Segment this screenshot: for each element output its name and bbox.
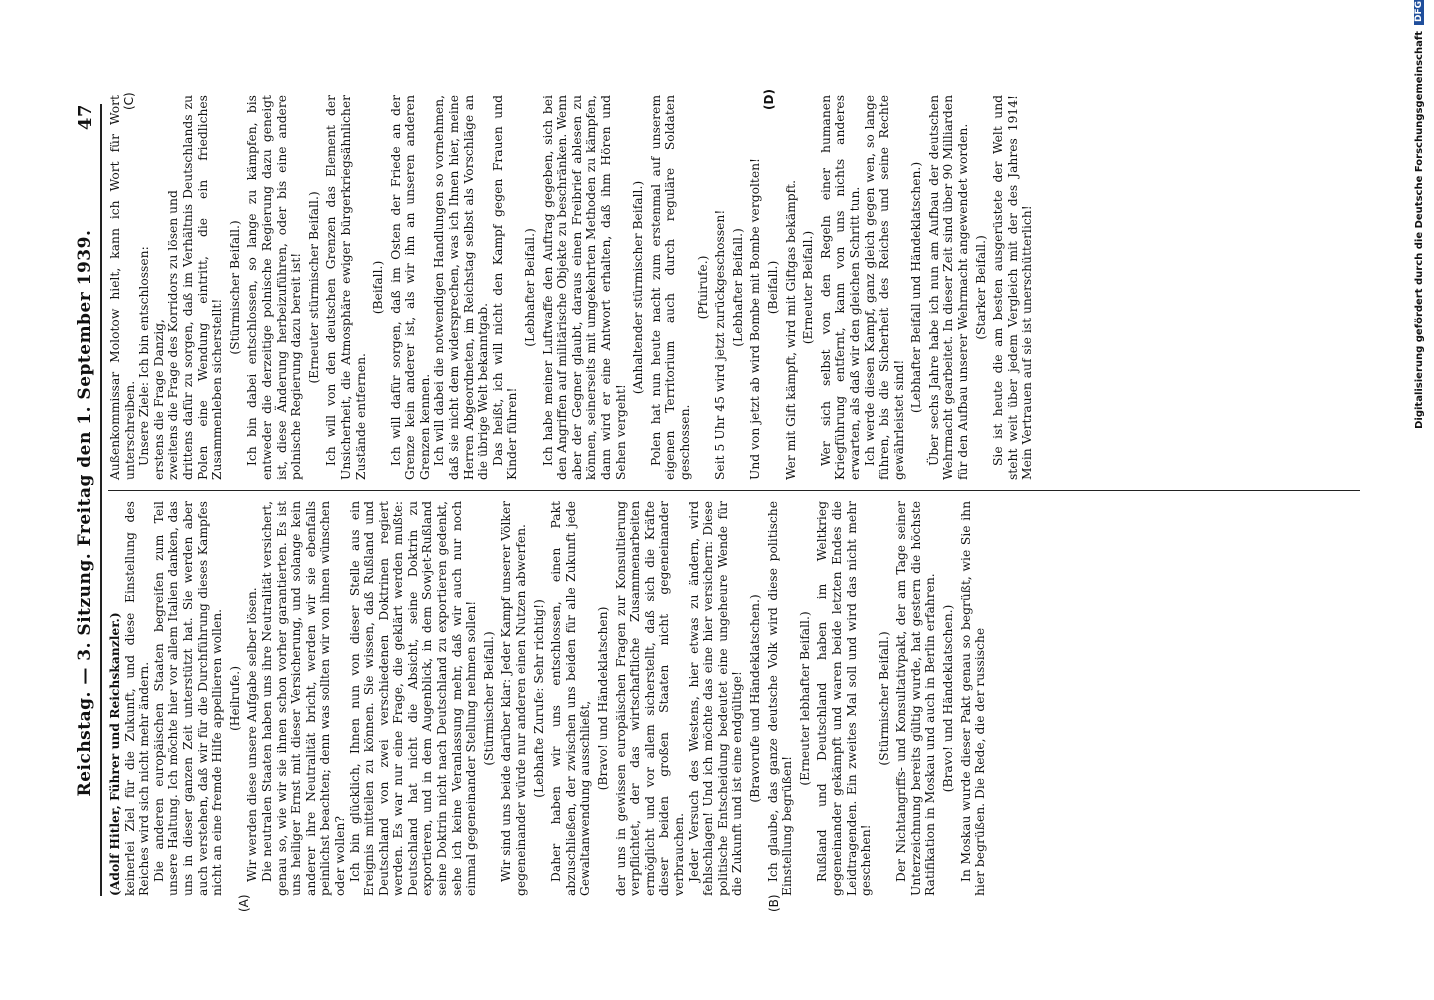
margin-mark-b: (B) [767, 894, 781, 912]
stage-direction: (Stürmischer Beifall.) [876, 631, 891, 766]
paragraph: Ich will dabei die notwendigen Handlungen so vornehmen, daß sie nicht dem widersprechen, was ich Ihnen hier, meine Herren Abgeordneten, im Reichstag selbst als Vorschläge an die übrige Welt bekanntgab. [432, 95, 491, 480]
stage-direction: (Starker Beifall.) [973, 235, 988, 340]
document-page [62, 90, 1372, 910]
stage-direction: (Erneuter lebhafter Beifall.) [797, 611, 812, 786]
page-number: 47 [74, 104, 96, 131]
margin-mark-d: (D) [762, 89, 776, 110]
paragraph: Wir sind uns beide darüber klar: Jeder Kampf unserer Völker gegeneinander würde nur anderen einen Nutzen abwerfen. [499, 501, 529, 896]
stage-direction: (Stürmischer Beifall.) [481, 631, 496, 766]
stage-direction: (Stürmischer Beifall.) [227, 220, 242, 355]
stage-direction: (Beifall.) [371, 260, 386, 315]
paragraph: Und von jetzt ab wird Bombe mit Bombe vergolten! [748, 158, 763, 480]
page-title: Reichstag. — 3. Sitzung. Freitag den 1. September 1939. [75, 229, 95, 797]
stage-direction: (Bravorufe und Händeklatschen.) [747, 594, 762, 803]
paragraph: erstens die Frage Danzig, [151, 319, 166, 480]
stage-direction: (Erneuter Beifall.) [801, 230, 816, 345]
paragraph: Die anderen europäischen Staaten begreifen zum Teil unsere Haltung. Ich möchte hier vor allem Italien danken, das uns in dieser ganzen Zeit unterstützt hat. Sie werden aber auch verstehen, daß wir für die Durchführung dieses Kampfes nicht an eine fremde Hilfe appellieren wollen. [151, 501, 225, 896]
paragraph: der uns in gewissen europäischen Fragen zur Konsultierung verpflichtet, der das wirtschaftliche Zusammenarbeiten ermöglicht und vor allem sicherstellt, daß sich die Kräfte dieser beiden großen Staaten nicht gegeneinander verbrauchen. [613, 501, 686, 896]
stage-direction: (Beifall.) [765, 260, 780, 315]
dfg-logo: DFG [1414, 0, 1424, 25]
margin-mark-a: (A) [237, 894, 251, 912]
paragraph: Außenkommissar Molotow hielt, kann ich Wort für Wort unterschreiben. [108, 95, 137, 480]
paragraph: Die neutralen Staaten haben uns ihre Neutralität versichert, genau so, wie wir sie ihnen schon vorher garantierten. Es ist uns heiliger Ernst mit dieser Versicherung, und solange kein anderer ihre Neutralität bricht, werden wir sie ebenfalls peinlichst beachten; denn was sollten wir von ihnen wünschen oder wollen? [259, 501, 347, 896]
paragraph: Über sechs Jahre habe ich nun am Aufbau der deutschen Wehrmacht gearbeitet. In dieser Zeit sind über 90 Milliarden für den Aufbau unserer Wehrmacht angewendet worden. [926, 95, 971, 480]
footer-text: Digitalisierung gefördert durch die Deutsche Forschungsgemeinschaft [1413, 31, 1425, 429]
stage-direction: (Anhaltender stürmischer Beifall.) [631, 180, 646, 395]
paragraph: zweitens die Frage des Korridors zu lösen und [166, 190, 181, 480]
paragraph: Ich habe meiner Luftwaffe den Auftrag gegeben, sich bei den Angriffen auf militärische Objekte zu beschränken. Wenn aber der Gegner glaubt, daraus einen Freibrief ablesen zu können, seinerseits mit umgekehrten Methoden zu kämpfen, dann wird er eine Antwort erhalten, daß ihm Hören und Sehen vergeht! [540, 95, 628, 480]
paragraph: Jeder Versuch des Westens, hier etwas zu ändern, wird fehlschlagen! Und ich möchte das eine hier versichern: Diese politische Entscheidung bedeutet eine ungeheure Wende für die Zukunft und ist eine endgültige! [686, 501, 745, 896]
paragraph: Ich werde diesen Kampf, ganz gleich gegen wen, so lange führen, bis die Sicherheit des Reiches und seine Rechte gewährleistet sind! [862, 95, 906, 480]
paragraph: drittens dafür zu sorgen, daß im Verhältnis Deutschlands zu Polen eine Wendung eintritt, die ein friedliches Zusammenleben sicherstellt! [180, 95, 225, 480]
paragraph: keinerlei Ziel für die Zukunft, und diese Einstellung des Reiches wird sich nicht mehr ändern. [122, 501, 152, 896]
paragraph: Ich will dafür sorgen, daß im Osten der Friede an der Grenze kein anderer ist, als wir ihn an unseren anderen Grenzen kennen. [388, 95, 432, 480]
paragraph: Ich bin glücklich, Ihnen nun von dieser Stelle aus ein Ereignis mitteilen zu können. Sie wissen, daß Rußland und Deutschland von zwei verschiedenen Doktrinen regiert werden. Es war nur eine Frage, die geklärt werden mußte: Deutschland hat nicht die Absicht, seine Doktrin zu exportieren, und in dem Augenblick, in dem Sowjet-Rußland seine Doktrin nicht nach Deutschland zu exportieren gedenkt, sehe ich keine Veranlassung mehr, daß wir auch nur noch einmal gegeneinander Stellung nehmen sollen! [347, 501, 479, 896]
paragraph: Ich glaube, das ganze deutsche Volk wird diese politische Einstellung begrüßen! [765, 501, 795, 896]
paragraph: Seit 5 Uhr 45 wird jetzt zurückgeschossen! [713, 209, 728, 480]
paragraph: Rußland und Deutschland haben im Weltkrieg gegeneinander gekämpft und waren beide letzten Endes die Leidtragenden. Ein zweites Mal soll und wird das nicht mehr geschehen! [815, 501, 874, 896]
stage-direction: (Bravo! und Händeklatschen) [596, 606, 610, 791]
stage-direction: (Bravo! und Händeklatschen.) [941, 604, 956, 793]
paragraph: In Moskau wurde dieser Pakt genau so begrüßt, wie Sie ihn hier begrüßen. Die Rede, die der russische [958, 501, 988, 896]
speaker-label: (Adolf Hitler, Führer und Reichskanzler.) [107, 612, 122, 896]
left-text-column [108, 501, 1360, 896]
dfg-footer [1410, 0, 1428, 998]
margin-mark-c: (C) [122, 92, 136, 110]
paragraph: Wer mit Gift kämpft, wird mit Giftgas bekämpft. [783, 179, 798, 480]
paragraph: Unsere Ziele: Ich bin entschlossen: [137, 246, 152, 466]
stage-direction: (Lebhafter Beifall.) [730, 228, 745, 347]
paragraph: Sie ist heute die am besten ausgerüstete der Welt und steht weit über jedem Vergleich mit der des Jahres 1914! Mein Vertrauen auf sie ist unerschütterlich! [991, 95, 1035, 480]
right-text-column [108, 95, 1360, 491]
stage-direction: (Erneuter stürmischer Beifall.) [306, 191, 321, 384]
paragraph: Polen hat nun heute nacht zum erstenmal auf unserem eigenen Territorium auch durch reguläre Soldaten geschossen. [648, 95, 692, 480]
stage-direction: (Heilrufe.) [227, 666, 242, 731]
paragraph: Daher haben wir uns entschlossen, einen Pakt abzuschließen, der zwischen uns beiden für alle Zukunft jede Gewaltanwendung ausschließt, [549, 501, 593, 896]
paragraph: Ich will von den deutschen Grenzen das Element der Unsicherheit, die Atmosphäre ewiger bürgerkriegsähnlicher Zustände entfernen. [324, 95, 368, 480]
paragraph: Wir werden diese unsere Aufgabe selber lösen. [245, 587, 260, 882]
paragraph: Ich bin dabei entschlossen, so lange zu kämpfen, bis entweder die derzeitige polnische Regierung dazu geneigt ist, diese Änderung herbeizuführen, oder bis eine andere polnische Regierung dazu bereit ist! [245, 95, 304, 480]
page-header [70, 104, 102, 896]
paragraph: Der Nichtangriffs- und Konsultativpakt, der am Tage seiner Unterzeichnung bereits gültig wurde, hat gestern die höchste Ratifikation in Moskau und auch in Berlin erfahren. [894, 501, 938, 896]
paragraph: Wer sich selbst von den Regeln einer humanen Kriegführung entfernt, kann von uns nichts anderes erwarten, als daß wir den gleichen Schritt tun. [818, 95, 862, 480]
stage-direction: (Lebhafter Beifall und Händeklatschen.) [909, 161, 924, 414]
paragraph: Das heißt, ich will nicht den Kampf gegen Frauen und Kinder führen! [490, 95, 520, 480]
stage-direction: (Lebhafter Beifall.) [523, 228, 538, 347]
stage-direction: (Pfuirufe.) [695, 255, 710, 320]
stage-direction: (Lebhafte Zurufe: Sehr richtig!) [531, 599, 546, 798]
